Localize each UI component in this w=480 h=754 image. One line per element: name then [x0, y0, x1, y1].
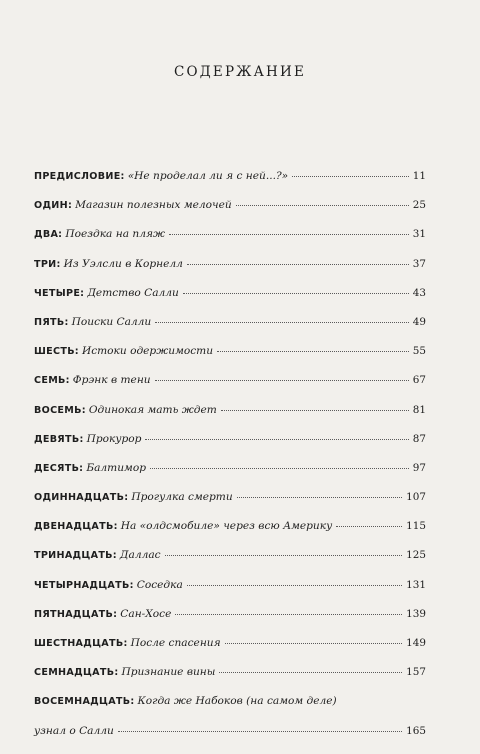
dot-leader	[169, 234, 409, 235]
toc-entry-title: Истоки одержимости	[81, 345, 214, 358]
toc-entry-page: 97	[412, 461, 426, 474]
toc-entry-page: 43	[412, 286, 426, 299]
toc-entry-title: Когда же Набоков (на самом деле)	[137, 695, 337, 708]
dot-leader	[221, 410, 409, 411]
dot-leader	[292, 176, 409, 177]
dot-leader	[155, 380, 409, 381]
toc-entry-8[interactable]	[34, 404, 426, 433]
toc-entry-page: 115	[406, 520, 426, 533]
dot-leader	[145, 439, 408, 440]
toc-entry-title: «Не проделал ли я с ней...?»	[127, 170, 289, 182]
toc-entry-page: 157	[406, 666, 426, 679]
toc-entry-title-continued: узнал о Салли	[34, 724, 114, 737]
toc-entry-14[interactable]	[34, 579, 426, 608]
toc-entry-page: 107	[406, 491, 426, 504]
toc-entry-label: ДЕСЯТЬ:	[34, 462, 84, 474]
toc-entry-title: Признание вины	[121, 666, 216, 679]
dot-leader	[187, 585, 402, 586]
toc-entry-page: 131	[406, 578, 426, 591]
toc-entry-label: ДВЕНАДЦАТЬ:	[34, 521, 118, 533]
toc-entry-title: На «олдсмобиле» через всю Америку	[120, 520, 333, 533]
toc-entry-label: ТРИНАДЦАТЬ:	[34, 550, 117, 562]
toc-entry-label: ЧЕТЫРЕ:	[34, 287, 85, 299]
toc-entry-label: ОДИННАДЦАТЬ:	[34, 492, 129, 504]
toc-entry-label: ПЯТЬ:	[34, 316, 69, 328]
toc-entry-page: 87	[412, 432, 426, 445]
toc-entry-page: 11	[412, 170, 426, 182]
toc-list	[34, 170, 426, 754]
toc-entry-12[interactable]	[34, 520, 426, 549]
toc-entry-17[interactable]	[34, 666, 426, 695]
toc-entry-label: ВОСЕМЬ:	[34, 404, 86, 416]
toc-entry-label: ВОСЕМНАДЦАТЬ:	[34, 696, 135, 708]
toc-entry-page: 25	[412, 199, 426, 212]
toc-entry-1[interactable]	[34, 199, 426, 228]
dot-leader	[118, 731, 402, 732]
toc-entry-page: 37	[412, 257, 426, 270]
toc-entry-11[interactable]	[34, 491, 426, 520]
toc-entry-title: Поездка на пляж	[65, 228, 166, 241]
toc-entry-title: Прогулка смерти	[131, 491, 233, 504]
dot-leader	[336, 526, 402, 527]
toc-entry-page: 125	[406, 549, 426, 562]
toc-entry-label: СЕМЬ:	[34, 375, 70, 387]
toc-entry-page: 165	[406, 724, 426, 737]
toc-entry-title: Из Уэлсли в Корнелл	[63, 257, 183, 270]
dot-leader	[219, 672, 402, 673]
toc-entry-title: Фрэнк в тени	[72, 374, 151, 387]
toc-entry-label: ДВА:	[34, 229, 63, 241]
toc-entry-label: ТРИ:	[34, 258, 61, 270]
toc-entry-title: Сан-Хосе	[120, 607, 172, 620]
toc-entry-3[interactable]	[34, 258, 426, 287]
toc-entry-7[interactable]	[34, 374, 426, 403]
dot-leader	[183, 293, 409, 294]
toc-entry-16[interactable]	[34, 637, 426, 666]
toc-entry-15[interactable]	[34, 608, 426, 637]
dot-leader	[217, 351, 409, 352]
toc-entry-label: ЧЕТЫРНАДЦАТЬ:	[34, 579, 134, 591]
toc-entry-page: 149	[406, 637, 426, 649]
toc-entry-label: СЕМНАДЦАТЬ:	[34, 667, 119, 679]
dot-leader	[155, 322, 409, 323]
dot-leader	[187, 264, 409, 265]
toc-entry-title: Прокурор	[86, 432, 142, 445]
toc-entry-label: ПЯТНАДЦАТЬ:	[34, 608, 118, 620]
dot-leader	[165, 555, 403, 556]
toc-entry-title: После спасения	[130, 637, 221, 649]
toc-entry-6[interactable]	[34, 345, 426, 374]
toc-entry-title: Магазин полезных мелочей	[75, 199, 232, 212]
toc-entry-title: Соседка	[136, 578, 183, 591]
toc-entry-label: ШЕСТНАДЦАТЬ:	[34, 638, 128, 649]
toc-entry-4[interactable]	[34, 287, 426, 316]
dot-leader	[236, 205, 409, 206]
toc-entry-title: Балтимор	[86, 461, 146, 474]
toc-entry-title: Даллас	[119, 549, 161, 562]
toc-entry-5[interactable]	[34, 316, 426, 345]
toc-entry-page: 139	[406, 607, 426, 620]
dot-leader	[175, 614, 402, 615]
dot-leader	[237, 497, 402, 498]
dot-leader	[225, 643, 403, 644]
toc-entry-page: 81	[412, 403, 426, 416]
toc-entry-18[interactable]	[34, 695, 426, 724]
toc-entry-title: Одинокая мать ждет	[88, 403, 217, 416]
toc-entry-title: Детство Салли	[87, 286, 179, 299]
toc-entry-page: 49	[412, 315, 426, 328]
toc-entry-label: ОДИН:	[34, 200, 73, 212]
toc-entry-preface[interactable]	[34, 170, 426, 199]
toc-entry-page: 55	[412, 345, 426, 358]
dot-leader	[150, 468, 409, 469]
toc-entry-page: 31	[412, 228, 426, 241]
toc-entry-13[interactable]	[34, 549, 426, 578]
toc-entry-label: ШЕСТЬ:	[34, 346, 79, 358]
toc-entry-label: ДЕВЯТЬ:	[34, 433, 84, 445]
toc-entry-page: 67	[412, 374, 426, 387]
toc-entry-2[interactable]	[34, 228, 426, 257]
toc-entry-label: ПРЕДИСЛОВИЕ:	[34, 171, 125, 182]
toc-entry-9[interactable]	[34, 433, 426, 462]
toc-entry-18-continued[interactable]	[34, 725, 426, 754]
toc-entry-10[interactable]	[34, 462, 426, 491]
page-title: СОДЕРЖАНИЕ	[173, 64, 307, 80]
toc-entry-title: Поиски Салли	[71, 315, 152, 328]
